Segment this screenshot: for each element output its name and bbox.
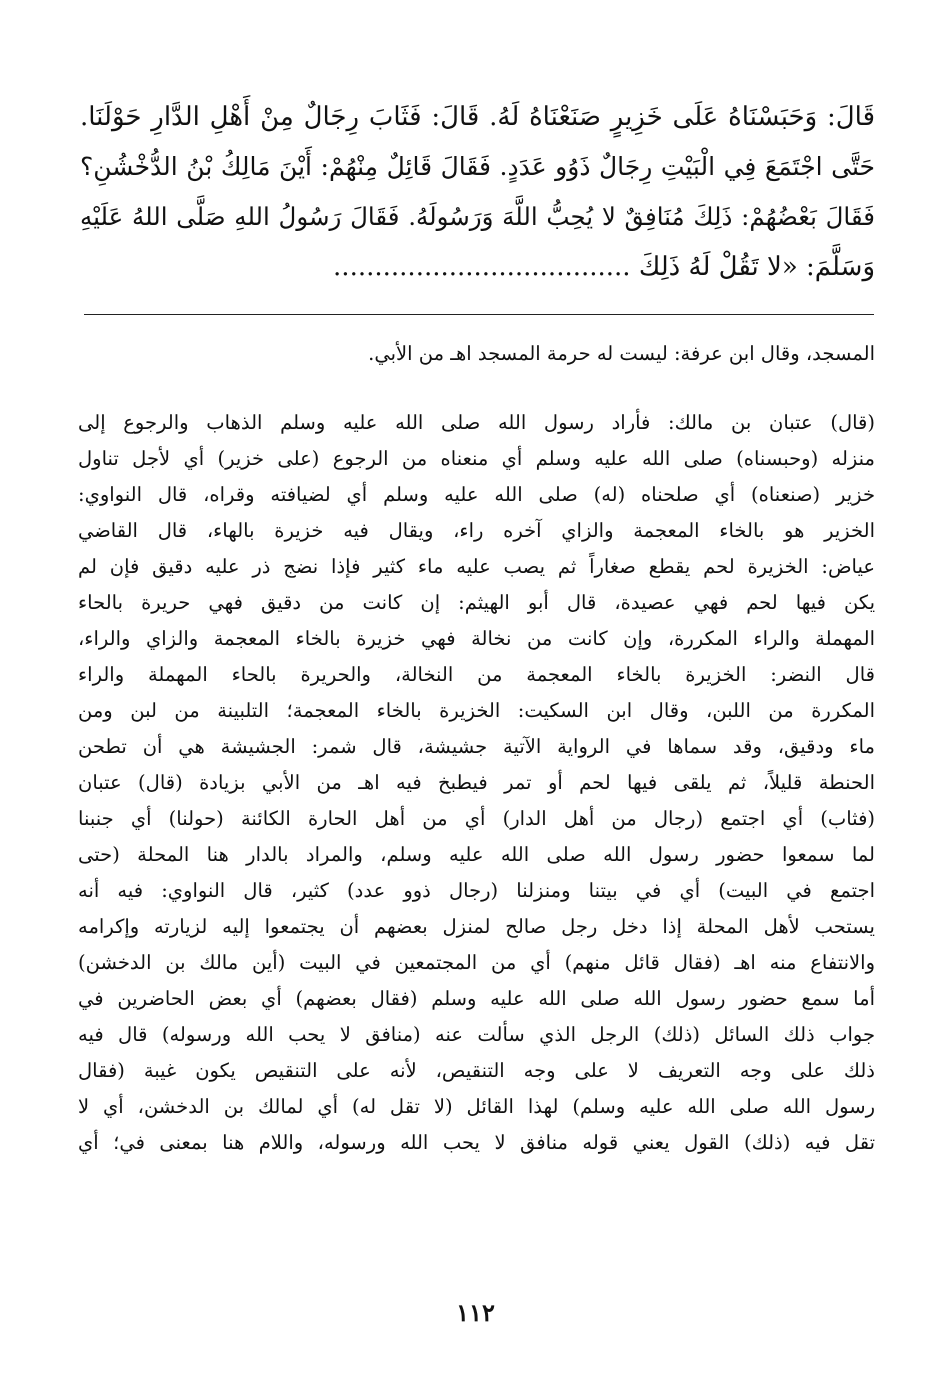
- commentary-carryover: [78, 336, 875, 372]
- hadith-line: قَالَ: وَحَبَسْنَاهُ عَلَى خَزِيرٍ صَنَعْنَاهُ لَهُ. قَالَ: فَثَابَ رِجَالٌ مِنْ أَهْلِ الدَّارِ حَوْلَنَا.: [80, 102, 875, 132]
- commentary-line: عياض: الخزيرة لحم يقطع صغاراً ثم يصب عليه ماء كثير فإذا نضج ذر عليه دقيق فإن لم: [78, 555, 875, 578]
- hadith-line: حَتَّى اجْتَمَعَ فِي الْبَيْتِ رِجَالٌ ذَوُو عَدَدٍ. فَقَالَ قَائِلٌ مِنْهُمْ: أَيْنَ مَالِكُ بْنُ الدُّخْشُنِ؟: [80, 152, 875, 181]
- hadith-line: وَسَلَّمَ: «لا تَقُلْ لَهُ ذَلِكَ ....................................: [333, 252, 875, 282]
- page-number: ١١٢: [456, 1298, 495, 1327]
- hadith-text-block: [80, 92, 875, 292]
- commentary-line: لما سمعوا حضور رسول الله صلى الله عليه وسلم، والمراد بالدار هنا المحلة (حتى: [78, 843, 875, 866]
- commentary-line: يستحب لأهل المحلة إذا دخل رجل صالح لمنزل بعضهم أن يجتمعوا إليه لزيارته وإكرامه: [78, 915, 875, 938]
- commentary-line: منزله (وحبسناه) صلى الله عليه وسلم أي منعناه من الرجوع (على خزير) أي لأجل تناول: [78, 447, 875, 470]
- commentary-line: (قال) عتبان بن مالك: فأراد رسول الله صلى الله عليه وسلم الذهاب والرجوع إلى: [78, 411, 875, 434]
- commentary-line: اجتمع في البيت) أي في بيتنا ومنزلنا (رجال ذوو عدد) كثير، قال النواوي: فيه أنه: [78, 879, 875, 902]
- commentary-line: والانتفاع منه اهـ (فقال قائل منهم) أي من المجتمعين في البيت (أين مالك بن الدخشن): [78, 951, 875, 974]
- commentary-line: الخزير هو بالخاء المعجمة والزاي آخره راء، ويقال فيه خزيرة بالهاء، قال القاضي: [78, 519, 875, 542]
- commentary-line: ذلك على وجه التعريف لا على وجه التنقيص، لأنه على التنقيص يكون غيبة (فقال: [78, 1059, 875, 1082]
- footnote-divider: [84, 314, 874, 315]
- commentary-line: تقل فيه (ذلك) القول يعني قوله منافق لا يحب الله ورسوله، واللام هنا بمعنى في؛ أي: [78, 1131, 875, 1154]
- commentary-line: المسجد، وقال ابن عرفة: ليست له حرمة المسجد اهـ من الأبي.: [368, 342, 875, 365]
- commentary-line: خزير (صنعناه) أي صلحناه (له) صلى الله عليه وسلم أي لضيافته وقراه، قال النواوي:: [78, 483, 875, 506]
- commentary-block: [78, 405, 875, 1161]
- commentary-line: الحنطة قليلاً، ثم يلقى فيها لحم أو تمر فيطبخ فيه اهـ من الأبي بزيادة (قال) عتبان: [78, 771, 875, 794]
- hadith-line: فَقَالَ بَعْضُهُمْ: ذَلِكَ مُنَافِقٌ لا يُحِبُّ اللَّهَ وَرَسُولَهُ. فَقَالَ رَسُولُ اللهِ صَلَّى اللهُ عَلَيْهِ: [80, 202, 875, 231]
- commentary-line: ماء ودقيق، وقد سماها في الرواية الآتية جشيشة، قال شمر: الجشيشة هي أن تطحن: [78, 735, 875, 758]
- commentary-line: رسول الله صلى الله عليه وسلم) لهذا القائل (لا تقل له) أي لمالك بن الدخشن، أي لا: [78, 1095, 875, 1118]
- commentary-line: يكن فيها لحم فهي عصيدة، قال أبو الهيثم: إن كانت من دقيق فهي حريرة بالحاء: [78, 591, 875, 614]
- commentary-line: قال النضر: الخزيرة بالخاء المعجمة من النخالة، والحريرة بالحاء المهملة والراء: [78, 663, 875, 686]
- commentary-line: (فثاب) أي اجتمع (رجال من أهل الدار) أي من أهل الحارة الكائنة (حولنا) أي جنبنا: [78, 807, 875, 830]
- commentary-line: جواب ذلك السائل (ذلك) الرجل الذي سألت عنه (منافق لا يحب الله ورسوله) قال فيه: [78, 1023, 875, 1046]
- commentary-line: أما سمع حضور رسول الله صلى الله عليه وسلم (فقال بعضهم) أي بعض الحاضرين في: [78, 987, 875, 1010]
- commentary-line: المهملة والراء المكررة، وإن كانت من نخالة فهي خزيرة بالخاء المعجمة والزاي والراء،: [78, 627, 875, 650]
- commentary-line: المكررة من اللبن، وقال ابن السكيت: الخزيرة بالخاء المعجمة؛ التلبينة من لبن ومن: [78, 699, 875, 722]
